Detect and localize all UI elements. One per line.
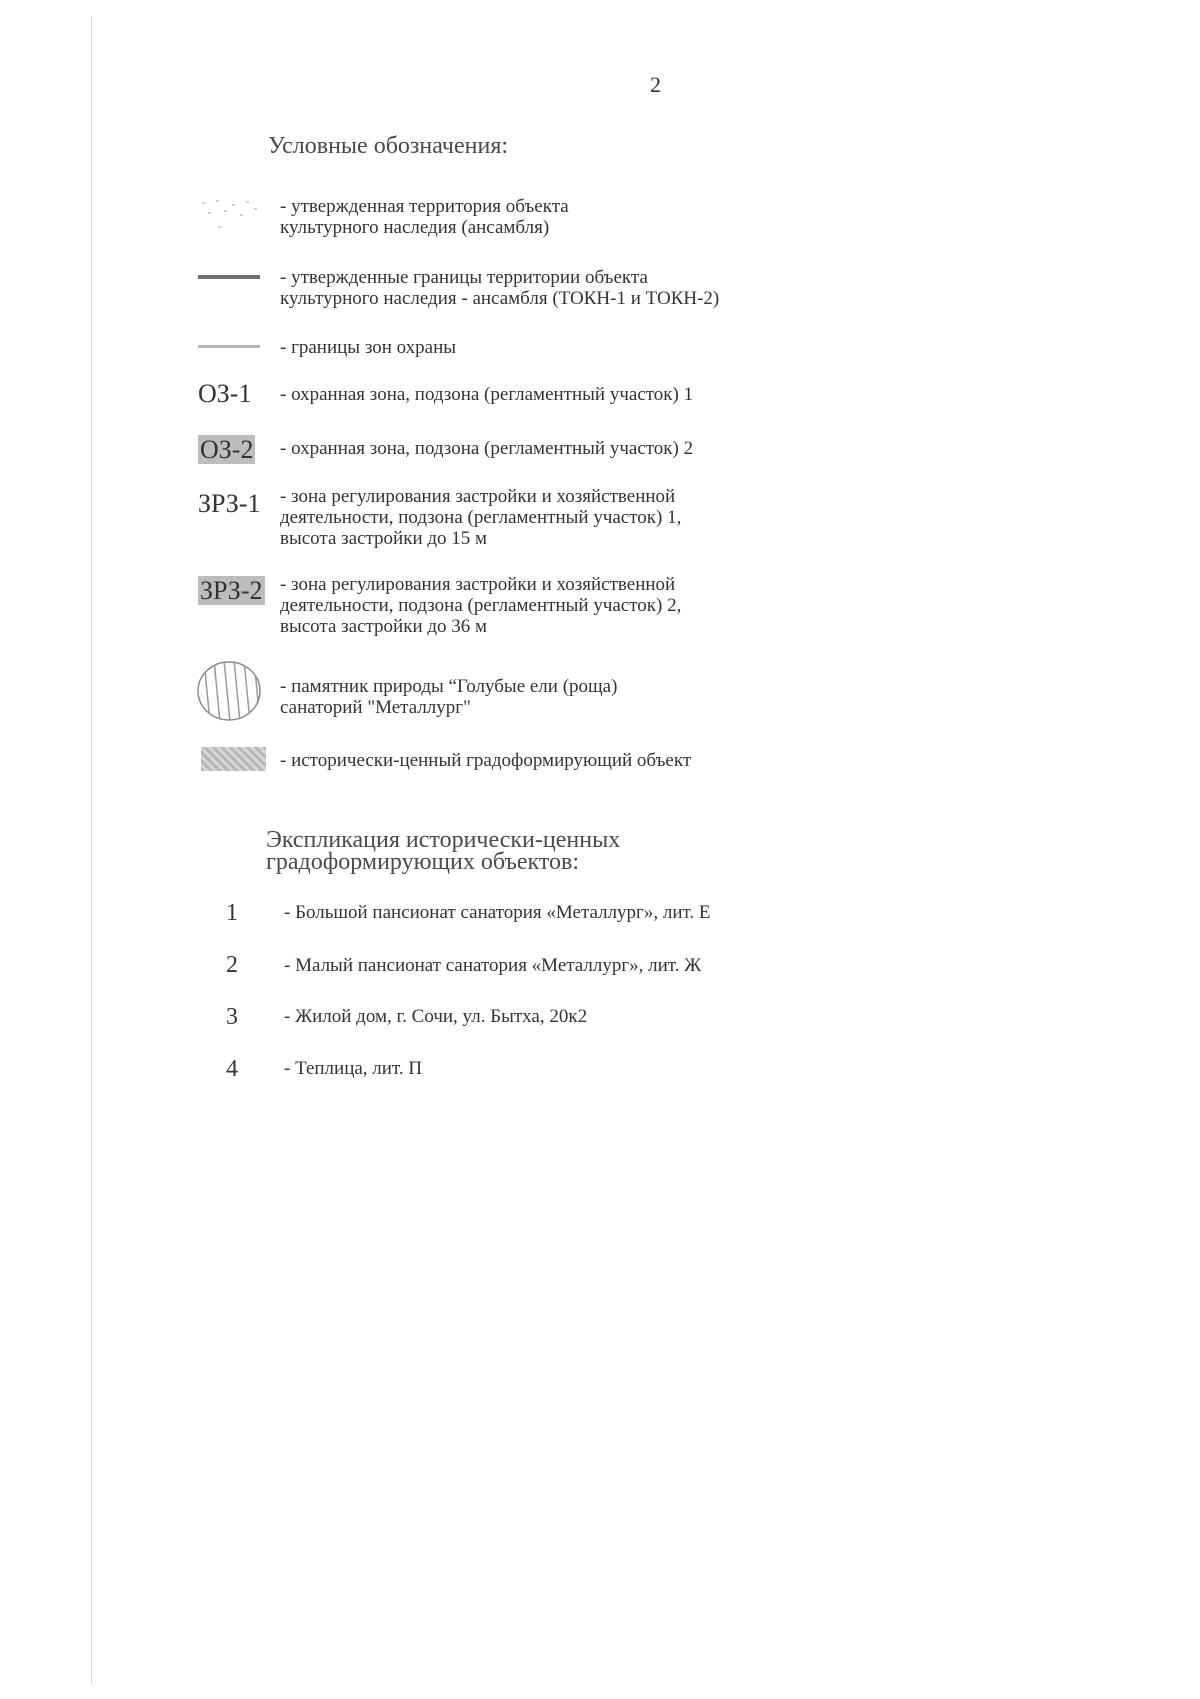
approved-territory-symbol — [198, 198, 262, 238]
legend-item-zrz1: - зона регулирования застройки и хозяйственной деятельности, подзона (регламентный участок) 1, высота застройки до 15 м — [280, 486, 682, 549]
historic-object-symbol — [201, 747, 266, 771]
zrz1-code: ЗРЗ-1 — [198, 489, 261, 518]
legend-item-approved-boundaries: - утвержденные границы территории объекта культурного наследия - ансамбля (ТОКН-1 и ТОКН-2) — [280, 267, 720, 309]
explication-item-text: - Большой пансионат санатория «Металлург», лит. Е — [284, 902, 711, 923]
page-margin-rule — [91, 16, 92, 1684]
explication-item-text: - Жилой дом, г. Сочи, ул. Бытха, 20к2 — [284, 1006, 588, 1027]
explication-item-number: 2 — [226, 952, 238, 978]
legend-item-oz2: - охранная зона, подзона (регламентный участок) 2 — [280, 438, 694, 459]
legend-item-nature-monument: - памятник природы “Голубые ели (роща) санаторий "Металлург" — [280, 676, 618, 718]
approved-boundary-line-symbol — [198, 275, 260, 279]
explication-item-number: 3 — [226, 1004, 238, 1030]
zrz2-code: ЗРЗ-2 — [200, 576, 263, 605]
legend-item-approved-territory: - утвержденная территория объекта культурного наследия (ансамбля) — [280, 196, 569, 238]
explication-item-number: 4 — [226, 1056, 238, 1082]
oz1-code: ОЗ-1 — [198, 379, 252, 408]
explication-item-text: - Малый пансионат санатория «Металлург», лит. Ж — [284, 955, 702, 976]
legend-item-zone-boundaries: - границы зон охраны — [280, 337, 457, 358]
oz2-code: ОЗ-2 — [200, 435, 254, 464]
nature-monument-hatch-icon — [196, 660, 262, 722]
page-number: 2 — [650, 72, 661, 97]
legend-item-historic-object: - исторически-ценный градоформирующий объект — [280, 750, 692, 771]
legend-heading: Условные обозначения: — [268, 133, 509, 159]
explication-item-number: 1 — [226, 900, 238, 926]
legend-item-zrz2: - зона регулирования застройки и хозяйственной деятельности, подзона (регламентный участок) 2, высота застройки до 36 м — [280, 574, 682, 637]
legend-item-oz1: - охранная зона, подзона (регламентный участок) 1 — [280, 384, 694, 405]
explication-heading-line1: Экспликация исторически-ценных — [266, 827, 621, 853]
explication-heading-line2: градоформирующих объектов: — [266, 849, 580, 875]
protection-zone-boundary-line-symbol — [198, 345, 260, 348]
explication-item-text: - Теплица, лит. П — [284, 1058, 423, 1079]
